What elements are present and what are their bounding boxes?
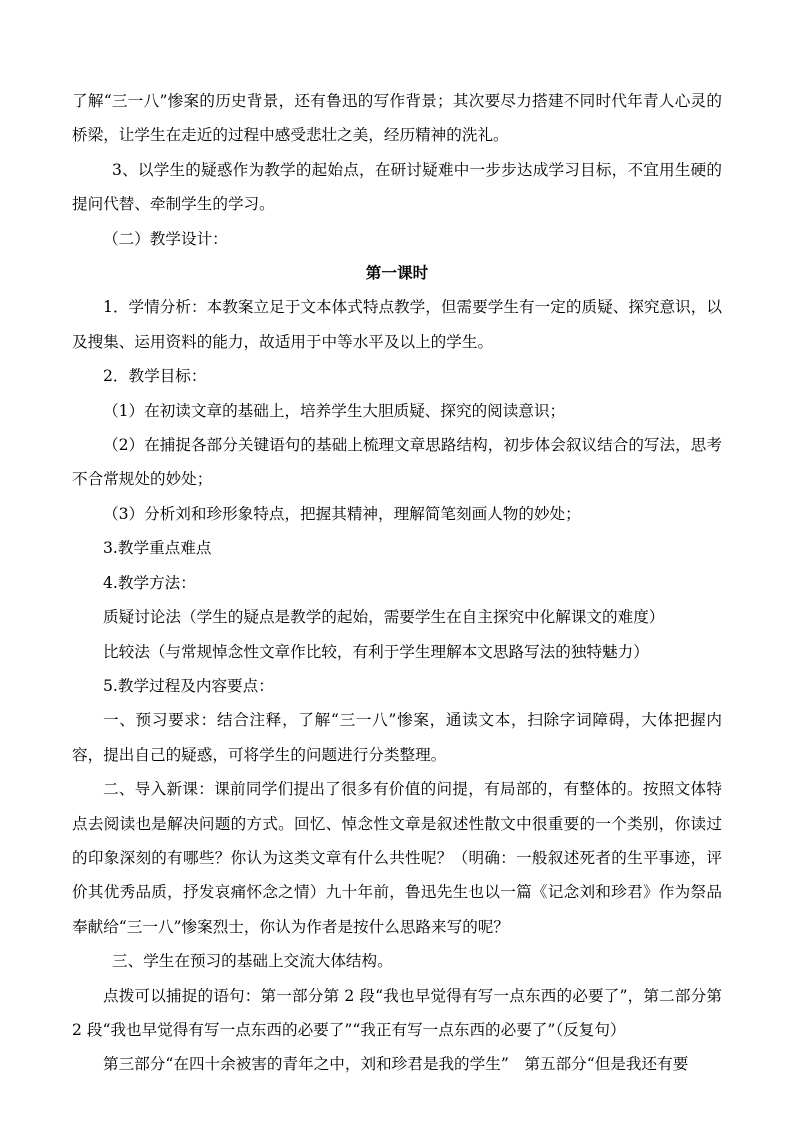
paragraph-learner-analysis: 1．学情分析：本教案立足于文本体式特点教学，但需要学生有一定的质疑、探究意识，以及搜集、运用资料的能力，故适用于中等水平及以上的学生。 [72, 298, 722, 351]
step-structure-exchange: 三、学生在预习的基础上交流大体结构。 [112, 952, 393, 971]
goal-item-1: （1）在初读文章的基础上，培养学生大胆质疑、探究的阅读意识； [103, 401, 566, 420]
goal-item-3: （3）分析刘和珍形象特点，把握其精神，理解简笔刻画人物的妙处； [103, 504, 581, 523]
method-questioning: 质疑讨论法（学生的疑点是教学的起始，需要学生在自主探究中化解课文的难度） [103, 608, 665, 627]
paragraph-background: 了解“三一八”惨案的历史背景，还有鲁迅的写作背景；其次要尽力搭建不同时代年青人心灵的桥梁，让学生在走近的过程中感受悲壮之美，经历精神的洗礼。 [72, 92, 722, 145]
heading-teaching-goals: 2．教学目标： [103, 367, 207, 386]
paragraph-parts-three-five: 第三部分“在四十余被害的青年之中，刘和珍君是我的学生” 第五部分“但是我还有要 [103, 1055, 689, 1074]
heading-key-points: 3.教学重点难点 [103, 539, 212, 558]
paragraph-key-sentences: 点拨可以捕捉的语句：第一部分第 2 段“我也早觉得有写一点东西的必要了”，第二部分第 2 段“我也早觉得有写一点东西的必要了”“我正有写一点东西的必要了”（反复句） [72, 986, 722, 1039]
step-preview: 一、预习要求：结合注释，了解“三一八”惨案，通读文本，扫除字词障碍，大体把握内容，提出自己的疑惑，可将学生的问题进行分类整理。 [72, 711, 722, 764]
heading-teaching-methods: 4.教学方法： [103, 573, 196, 592]
goal-item-2: （2）在捕捉各部分关键语句的基础上梳理文章思路结构，初步体会叙议结合的写法，思考不合常规处的妙处； [72, 436, 722, 489]
method-comparison: 比较法（与常规悼念性文章作比较，有利于学生理解本文思路写法的独特魅力） [103, 642, 649, 661]
section-heading-teaching-design: （二）教学设计： [103, 229, 228, 248]
heading-teaching-process: 5.教学过程及内容要点： [103, 676, 274, 695]
paragraph-principle-3: 3、以学生的疑惑作为教学的起始点，在研讨疑难中一步步达成学习目标，不宜用生硬的提问代替、牵制学生的学习。 [72, 160, 722, 214]
step-introduction: 二、导入新课：课前同学们提出了很多有价值的问提，有局部的，有整体的。按照文体特点去阅读也是解决问题的方式。回忆、悼念性文章是叙述性散文中很重要的一个类别，你读过的印象深刻的有哪些？你认为这类文章有什么共性呢？（明确：一般叙述死者的生平事迹，评价其优秀品质，抒发哀痛怀念之情）九十年前，鲁迅先生也以一篇《记念刘和珍君》作为祭品奉献给“三一八”惨案烈士，你认为作者是按什么思路来写的呢？ [72, 780, 722, 936]
lesson-title: 第一课时 [365, 263, 429, 283]
